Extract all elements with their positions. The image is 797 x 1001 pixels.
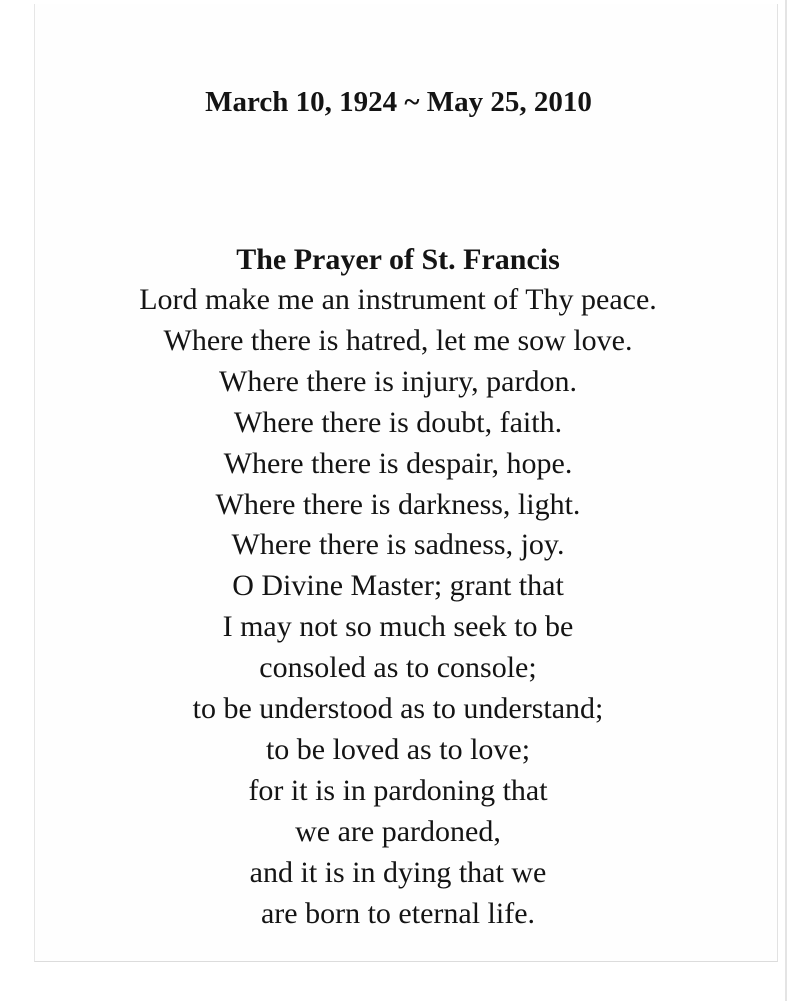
prayer-line: I may not so much seek to be: [222, 610, 574, 644]
prayer-line: Lord make me an instrument of Thy peace.: [139, 283, 657, 316]
prayer-line: Where there is sadness, joy.: [231, 528, 565, 562]
prayer-line: to be loved as to love;: [265, 732, 531, 766]
prayer-line: for it is in pardoning that: [248, 773, 548, 807]
prayer-line: and it is in dying that we: [249, 855, 547, 889]
prayer-line: Where there is doubt, faith.: [233, 405, 563, 439]
prayer-line: to be understood as to understand;: [192, 692, 604, 726]
prayer-line: Where there is despair, hope.: [223, 446, 573, 480]
prayer-line: we are pardoned,: [295, 814, 501, 848]
prayer-block: [0, 240, 797, 935]
prayer-line: Where there is darkness, light.: [215, 487, 581, 521]
prayer-title: The Prayer of St. Francis: [236, 243, 560, 276]
prayer-line: Where there is injury, pardon.: [219, 364, 577, 398]
prayer-line: consoled as to console;: [259, 651, 537, 685]
prayer-lines: [0, 280, 797, 935]
prayer-line: O Divine Master; grant that: [232, 569, 564, 603]
prayer-line: Where there is hatred, let me sow love.: [163, 323, 633, 357]
life-dates: March 10, 1924 ~ May 25, 2010: [205, 86, 592, 118]
prayer-line: are born to eternal life.: [260, 896, 536, 930]
